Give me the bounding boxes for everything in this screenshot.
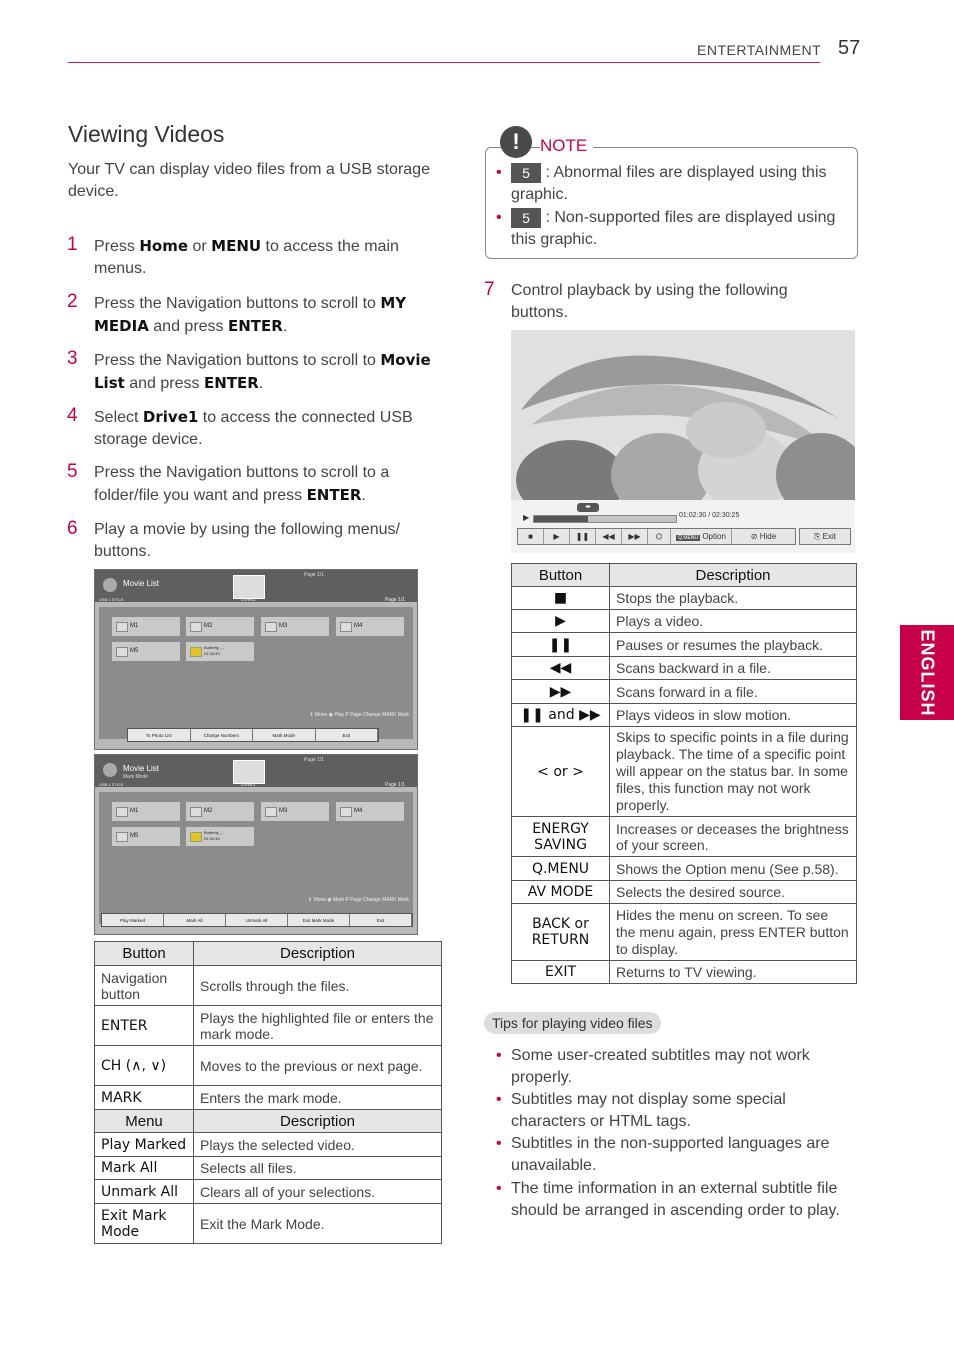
stop-icon[interactable]: ■ [518,529,544,544]
step-text: . [361,487,366,504]
table-row [512,857,857,881]
slow-motion-icons: ❚❚ and ▶▶ [512,704,610,727]
stop-icon: ■ [512,587,610,610]
step-number: 5 [67,461,78,482]
file-name: M3 [279,808,288,814]
movie-list-screen [94,569,418,750]
progress-fill [534,516,588,522]
note-item [511,207,851,251]
note-text: : Non-supported files are displayed using this graphic. [511,209,836,248]
file-name: M4 [354,623,363,629]
abnormal-file-icon [511,163,541,183]
column-header: Description [194,942,442,966]
button-name: ENERGY SAVING [512,817,610,857]
folder-icon [116,622,128,632]
button-name: ENTER [95,1006,194,1046]
step-text: Press the Navigation buttons to scroll to [94,352,381,369]
step-number: 7 [484,279,495,300]
step-text: . [282,318,288,335]
usb-label: USB 1 STICK [99,782,124,787]
file-name: M1 [130,623,139,629]
column-header: Menu [95,1110,194,1133]
step-text: Control playback by using the following buttons. [511,282,788,321]
button-description: Enters the mark mode. [194,1086,442,1110]
video-tile[interactable] [186,642,254,661]
step-3 [67,348,444,395]
step-text: and press [148,318,228,335]
folder-icon [116,647,128,657]
menu-name: Play Marked [95,1133,194,1157]
step-text: or [188,238,212,255]
table-header-row [95,942,442,966]
drive-label: Drive1 [241,782,256,788]
step-keyword: MENU [211,237,262,255]
menu-name: Mark All [95,1157,194,1180]
step-text: Press the Navigation buttons to scroll to a folder/file you want and press [94,464,390,504]
file-tile[interactable] [186,617,254,636]
table-row [512,904,857,961]
screen-subtitle: Mark Mode [123,774,149,780]
file-tile[interactable] [336,617,404,636]
step-text: Press [94,238,140,255]
option-button[interactable] [671,529,732,544]
step-number: 3 [67,348,78,369]
folder-icon [340,807,352,817]
file-name: M3 [279,623,288,629]
button-description: Scans forward in a file. [610,680,857,704]
pause-icon[interactable]: ❚❚ [570,529,596,544]
video-player [511,330,855,553]
step-number: 4 [67,405,78,426]
step-text: Play a movie by using the following menus/ buttons. [94,521,400,560]
table-row [512,704,857,727]
exit-button[interactable]: Exit [316,729,379,741]
step-number: 2 [67,291,78,312]
button-description: Scrolls through the files. [194,966,442,1006]
player-controls [517,528,796,545]
table-row [512,633,857,657]
file-tile[interactable] [112,642,180,661]
button-description: Plays videos in slow motion. [610,704,857,727]
file-tile[interactable] [112,802,180,821]
step-2 [67,291,444,338]
usb-label: USB 1 STICK [99,597,124,602]
exit-button[interactable] [799,528,851,545]
hint-bar: ⇕ Move ◉ Play P Page Change MARK Mark [309,712,409,718]
table-row [95,1006,442,1046]
menu-description: Clears all of your selections. [194,1180,442,1204]
button-name: EXIT [512,961,610,984]
badge-text: 5 [522,209,530,226]
button-description: Pauses or resumes the playback. [610,633,857,657]
button-name: AV MODE [512,881,610,904]
step-keyword: ENTER [227,317,283,335]
folder-icon [190,807,202,817]
playback-time: 01:02:30 / 02:30:25 [679,512,740,519]
table-row [512,881,857,904]
language-tab [900,625,954,720]
table-row [95,1157,442,1180]
step-6 [67,518,424,563]
table-row [95,1133,442,1157]
skip-icons: < or > [512,727,610,817]
play-icon[interactable]: ▶ [544,529,570,544]
fast-forward-icon: ▶▶ [512,680,610,704]
table-row [95,966,442,1006]
column-header: Description [610,564,857,587]
button-description: Skips to specific points in a file during playback. The time of a specific point will appear on the status bar. In some files, this function may not work properly. [610,727,857,817]
play-icon: ▶ [512,610,610,633]
note-title: NOTE [540,136,593,156]
disc-icon [103,763,117,777]
screen-page: Page 1/1 [384,782,405,788]
step-number: 6 [67,518,78,539]
header-divider [68,62,820,63]
movie-list-mark-screen [94,754,418,935]
pause-icon: ❚❚ [512,633,610,657]
drive-label: Drive1 [241,597,256,603]
file-name: M4 [354,808,363,814]
button-name: Navigation button [95,966,194,1006]
step-text: to access the connected USB storage device. [94,409,413,448]
tip-item: • Some user-created subtitles may not work properly. [511,1045,851,1089]
screen-page: Page 1/1 [384,597,405,603]
unsupported-file-icon [511,208,541,228]
exit-icon: ⎘ [814,532,821,541]
table-row [95,1180,442,1204]
table-header-row [95,1110,442,1133]
play-marked-button[interactable]: Play Marked [102,914,164,926]
file-name: M5 [130,833,139,839]
menu-name: Exit Mark Mode [95,1204,194,1244]
step-keyword: Movie List [94,351,431,392]
hint-bar: ⇕ Move ◉ Mark P Page Change MARK Mark [308,897,409,903]
screen-title: Movie List [123,579,160,588]
step-keyword: ENTER [306,486,362,504]
video-time: 01:34:33 [204,836,220,841]
seek-marker[interactable]: ◂▸ [577,503,599,512]
note-text: : Abnormal files are displayed using this graphic. [511,164,827,203]
button-description: Moves to the previous or next page. [194,1046,442,1086]
exclamation-icon: ! [500,126,532,158]
hide-button[interactable] [732,529,795,544]
exit-label: Exit [822,532,836,541]
column-header: Button [512,564,610,587]
movie-list-buttons-table [94,941,442,1244]
folder-icon [190,622,202,632]
qmenu-key: Q.MENU [678,535,699,541]
button-description: Scans backward in a file. [610,657,857,680]
table-row [512,961,857,984]
table-row [512,587,857,610]
rewind-icon[interactable]: ◀◀ [596,529,622,544]
button-name: CH (∧, ∨) [95,1046,194,1086]
button-description: Plays the highlighted file or enters the mark mode. [194,1006,442,1046]
mark-mode-button[interactable]: Mark Mode [253,729,316,741]
menu-description: Plays the selected video. [194,1133,442,1157]
step-keyword: Home [139,237,189,255]
folder-icon [116,832,128,842]
folder-icon [340,622,352,632]
screen-button-bar [101,913,413,927]
step-text: to access the main menus. [94,238,399,277]
tips-label: Tips for playing video files [484,1012,661,1034]
table-row [512,610,857,633]
folder-icon [265,622,277,632]
playback-buttons-table [511,563,857,984]
table-row [95,1086,442,1110]
file-tile[interactable] [261,802,329,821]
hide-label: Hide [759,532,777,541]
step-number: 1 [67,234,78,255]
table-header-row [512,564,857,587]
step-keyword: ENTER [203,374,259,392]
intro-text: Your TV can display video files from a USB storage device. [68,161,430,200]
table-row [512,680,857,704]
page-title: Viewing Videos [68,121,225,147]
step-text: and press [124,375,204,392]
tip-item: • Subtitles may not display some special characters or HTML tags. [511,1089,851,1133]
rewind-icon: ◀◀ [512,657,610,680]
page-number: 57 [838,37,861,59]
progress-bar[interactable] [533,515,677,523]
step-4 [67,405,434,451]
tip-item: • Subtitles in the non-supported languages are unavailable. [511,1133,851,1177]
file-name: M2 [204,808,213,814]
button-name: MARK [95,1086,194,1110]
menu-description: Selects all files. [194,1157,442,1180]
file-name: M5 [130,648,139,654]
button-description: Stops the playback. [610,587,857,610]
video-thumbnail-icon [190,647,202,657]
section-label: ENTERTAINMENT [697,42,822,58]
file-tile[interactable] [261,617,329,636]
folder-icon [233,760,265,784]
menu-name: Unmark All [95,1180,194,1204]
video-tile[interactable] [186,827,254,846]
file-tile[interactable] [112,827,180,846]
file-area [99,792,413,924]
file-tile[interactable] [336,802,404,821]
mark-all-button[interactable]: Mark All [164,914,226,926]
folder-icon [265,807,277,817]
step-7 [484,279,831,324]
energy-saving-icon[interactable]: ⌬ [648,529,671,544]
screen-page-top: Page 1/1 [304,757,325,763]
exit-mark-mode-button[interactable]: Exit Mark Mode [288,914,350,926]
table-row [512,727,857,817]
step-1 [67,234,414,280]
step-text: . [258,375,264,392]
folder-icon [116,807,128,817]
option-label: Option [702,532,726,541]
table-row [95,1204,442,1244]
tip-item: • The time information in an external subtitle file should be arranged in ascending order to play. [511,1178,851,1222]
video-name: Butterfly_... [204,830,225,835]
language-tab-label: ENGLISH [917,628,938,717]
screen-button-bar [127,728,379,742]
video-time: 01:34:33 [204,651,220,656]
file-name: M1 [130,808,139,814]
step-text: Select [94,409,143,426]
to-photo-list-button[interactable]: To Photo List [128,729,191,741]
screen-page-top: Page 1/1 [304,572,325,578]
column-header: Button [95,942,194,966]
fast-forward-icon[interactable]: ▶▶ [622,529,648,544]
button-name: BACK or RETURN [512,904,610,961]
button-description: Selects the desired source. [610,881,857,904]
button-description: Plays a video. [610,610,857,633]
table-row [95,1046,442,1086]
step-keyword: Drive1 [142,408,199,426]
hide-icon: ⊘ [750,532,758,541]
unmark-all-button[interactable]: Unmark All [226,914,288,926]
file-tile[interactable] [112,617,180,636]
badge-text: 5 [522,164,530,181]
file-name: M2 [204,623,213,629]
disc-icon [103,578,117,592]
screen-title: Movie List [123,764,160,773]
button-description: Increases or deceases the brightness of your screen. [610,817,857,857]
file-tile[interactable] [186,802,254,821]
button-description: Returns to TV viewing. [610,961,857,984]
exit-button[interactable]: Exit [350,914,412,926]
note-item [511,162,851,206]
button-description: Shows the Option menu (See p.58). [610,857,857,881]
menu-description: Exit the Mark Mode. [194,1204,442,1244]
table-row [512,657,857,680]
button-name: Q.MENU [512,857,610,881]
video-thumbnail-icon [190,832,202,842]
step-keyword: MY MEDIA [94,294,407,335]
play-status-icon: ▶ [523,513,530,522]
video-name: Butterfly_... [204,645,225,650]
step-5 [67,461,424,507]
column-header: Description [194,1110,442,1133]
folder-icon [233,575,265,599]
table-row [512,817,857,857]
change-numbers-button[interactable]: Change Numbers [191,729,254,741]
step-text: Press the Navigation buttons to scroll to [94,295,381,312]
button-description: Hides the menu on screen. To see the menu again, press ENTER button to display. [610,904,857,961]
file-area [99,607,413,739]
